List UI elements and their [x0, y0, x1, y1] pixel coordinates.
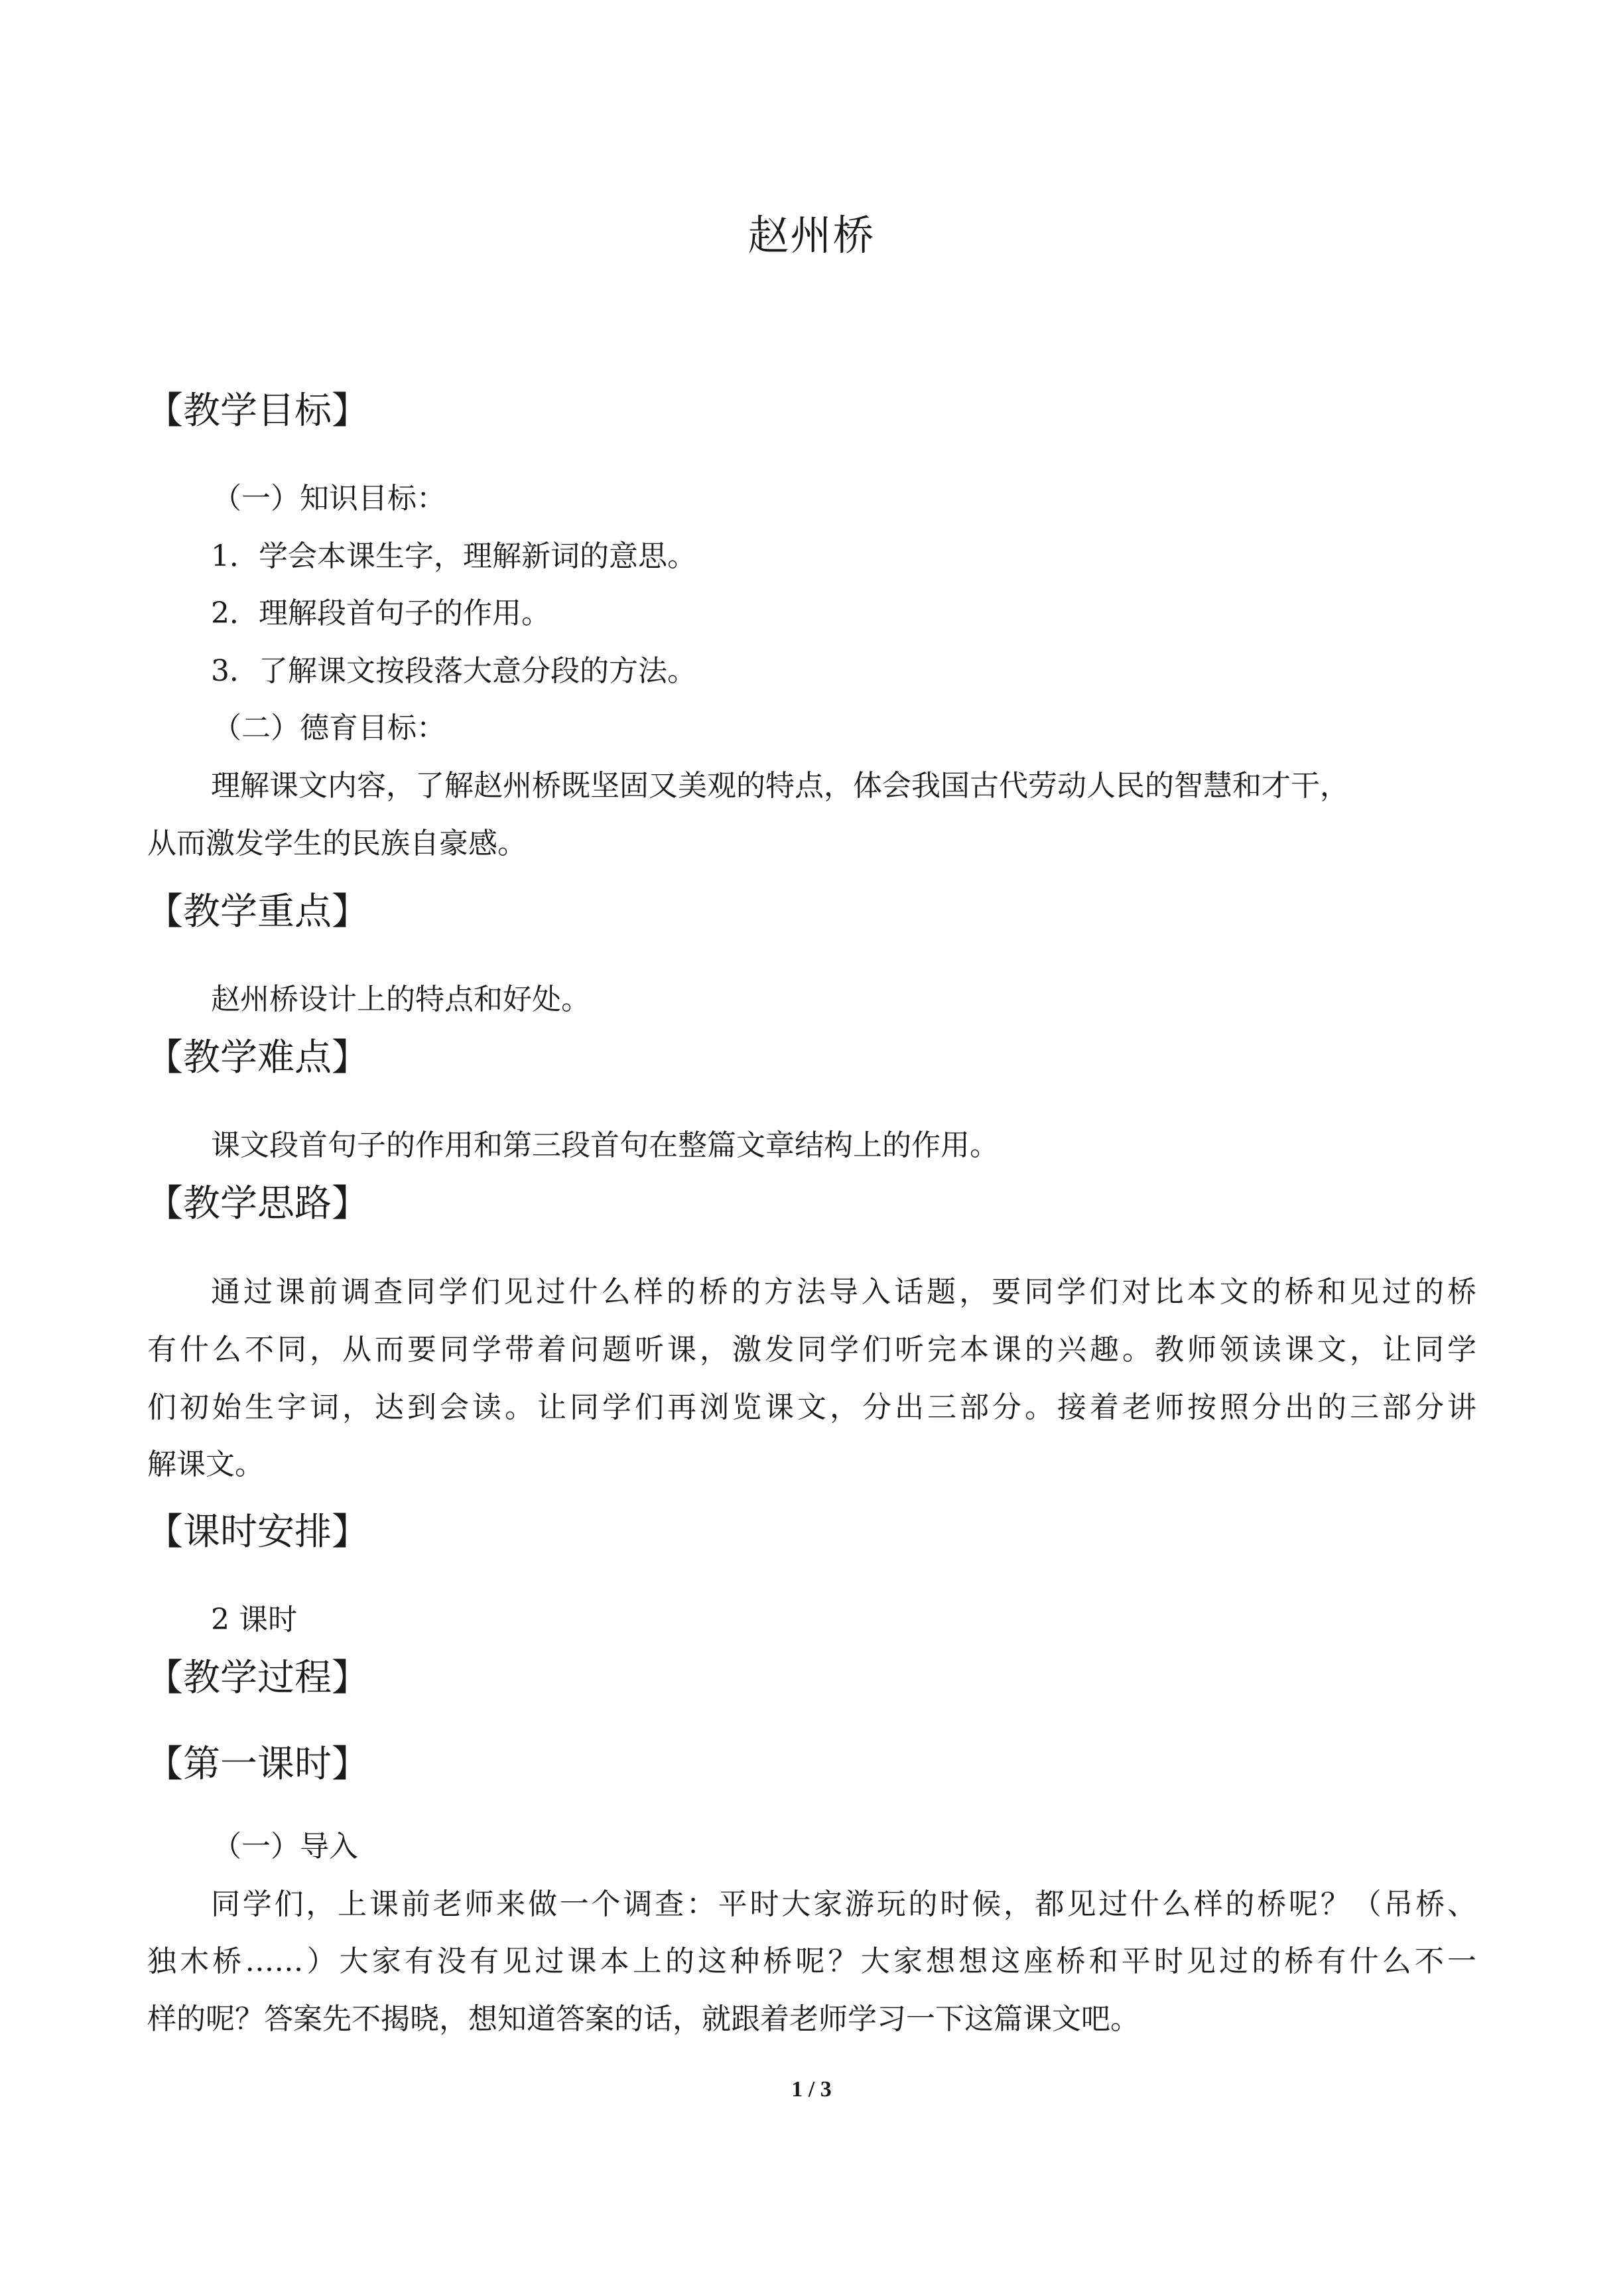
section-heading-difficulties: 【教学难点】: [146, 1036, 369, 1079]
goal-item-3: 3．了解课文按段落大意分段的方法。: [211, 654, 696, 688]
schedule-text: 2 课时: [211, 1603, 297, 1637]
lesson1-line-1: 同学们，上课前老师来做一个调查：平时大家游玩的时候，都见过什么样的桥呢？（吊桥、: [211, 1887, 1476, 1921]
section-heading-process: 【教学过程】: [146, 1656, 369, 1700]
approach-line-4: 解课文。: [147, 1448, 264, 1481]
page-number: 1 / 3: [791, 2077, 832, 2102]
approach-line-2: 有什么不同，从而要同学带着问题听课，激发同学们听完本课的兴趣。教师领读课文，让同学: [147, 1333, 1476, 1367]
lesson1-intro-label: （一）导入: [212, 1830, 358, 1863]
difficulties-text: 课文段首句子的作用和第三段首句在整篇文章结构上的作用。: [211, 1128, 999, 1162]
goal-item-1: 1．学会本课生字，理解新词的意思。: [211, 539, 696, 573]
moral-goals-label: （二）德育目标：: [212, 711, 446, 745]
section-heading-schedule: 【课时安排】: [146, 1511, 369, 1554]
key-points-text: 赵州桥设计上的特点和好处。: [211, 982, 590, 1016]
section-heading-approach: 【教学思路】: [146, 1182, 369, 1225]
section-heading-key-points: 【教学重点】: [146, 890, 369, 933]
lesson1-line-2: 独木桥……）大家有没有见过课本上的这种桥呢？大家想想这座桥和平时见过的桥有什么不一: [147, 1944, 1476, 1978]
approach-line-1: 通过课前调查同学们见过什么样的桥的方法导入话题，要同学们对比本文的桥和见过的桥: [211, 1275, 1476, 1309]
section-heading-goals: 【教学目标】: [146, 389, 369, 433]
section-heading-lesson1: 【第一课时】: [146, 1743, 369, 1786]
lesson1-line-3: 样的呢？答案先不揭晓，想知道答案的话，就跟着老师学习一下这篇课文吧。: [147, 2002, 1139, 2036]
knowledge-goals-label: （一）知识目标：: [212, 482, 446, 515]
goal-item-2: 2．理解段首句子的作用。: [211, 596, 551, 630]
document-title: 赵州桥: [747, 211, 876, 259]
moral-goals-line-2: 从而激发学生的民族自豪感。: [147, 827, 527, 860]
moral-goals-line-1: 理解课文内容，了解赵州桥既坚固又美观的特点，体会我国古代劳动人民的智慧和才干，: [211, 769, 1349, 803]
approach-line-3: 们初始生字词，达到会读。让同学们再浏览课文，分出三部分。接着老师按照分出的三部分讲: [147, 1390, 1476, 1424]
